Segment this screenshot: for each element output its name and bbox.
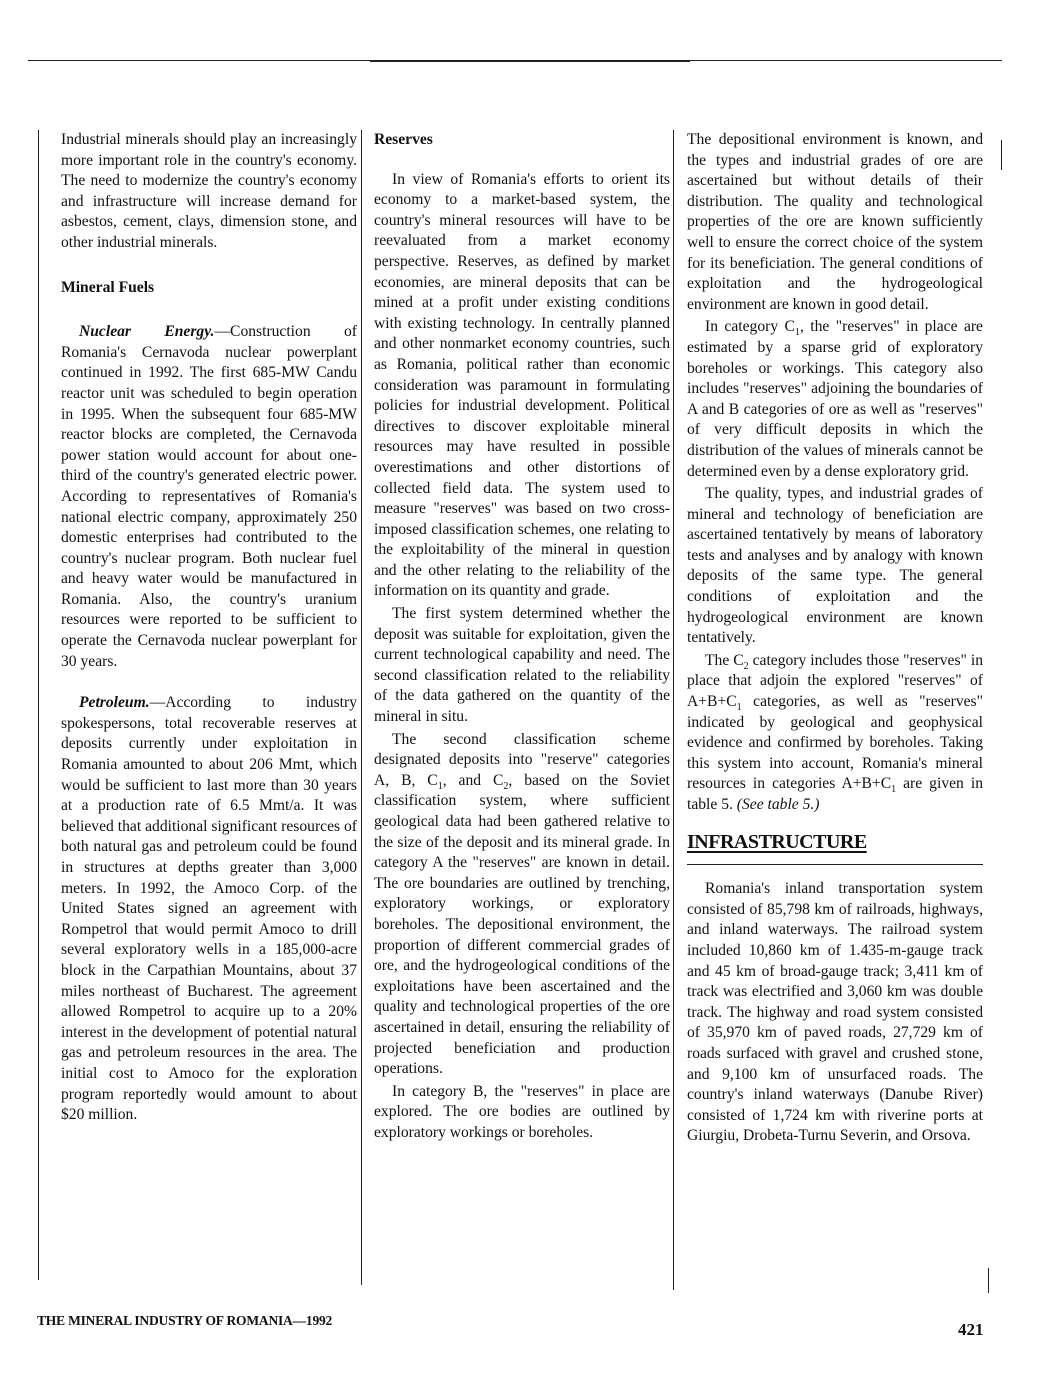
paragraph-text: category includes those "reserves" in place that adjoin the explored "reserves" of A+B+C — [687, 651, 984, 711]
running-footer: THE MINERAL INDUSTRY OF ROMANIA—1992 — [37, 1313, 333, 1328]
paragraph-text: categories, as well as "reserves" indicated by geological and geophysical evidence and confirmed by boreholes. Taking this system into account, Romania's mineral resources in categories A+B+C — [687, 693, 983, 793]
paragraph — [687, 651, 983, 816]
column-3 — [687, 130, 983, 1147]
subscript: 1 — [437, 780, 443, 792]
paragraph: The first system determined whether the deposit was suitable for exploitation, given the current technological capability and need. The second classification related to the reliability of the data gathered on the quantity of the mineral in situ. — [374, 605, 670, 726]
section-heading-mineral-fuels: Mineral Fuels — [61, 278, 155, 296]
paragraph — [687, 317, 983, 482]
top-rule-accent — [370, 61, 690, 62]
paragraph-text: The C — [705, 651, 744, 669]
subhead-petroleum: Petroleum. — [79, 694, 150, 712]
subscript: 2 — [503, 780, 509, 792]
column-2 — [374, 130, 670, 1144]
column-divider — [673, 130, 674, 1290]
section-heading-reserves: Reserves — [374, 131, 433, 148]
column-divider — [361, 130, 362, 1285]
subscript: 2 — [743, 660, 749, 672]
subhead-nuclear-energy: Nuclear Energy. — [79, 323, 215, 341]
paragraph-text: —Construction of Romania's Cernavoda nuclear powerplant continued in 1992. The first 685-MW Candu reactor unit was scheduled to begin operation in 1995. When the subsequent four 685-MW reactor blocks are completed, the Cernavoda power station would account for about one-third of the country's generated electric power. According to representatives of Romania's national electric company, approximately 250 domestic enterprises had contributed to the country's nuclear program. Both nuclear fuel and heavy water would be manufactured in Romania. Also, the country's uranium resources were reported to be sufficient to operate the Cernavoda nuclear powerplant for 30 years. — [61, 323, 357, 670]
column-divider — [1001, 140, 1002, 170]
paragraph: Industrial minerals should play an increasingly more important role in the country's economy. The need to modernize the country's economy and infrastructure will increase demand for asbestos, cement, clays, dimension stone, and other industrial minerals. — [61, 131, 357, 251]
table-reference: (See table 5.) — [736, 796, 820, 813]
subscript: 1 — [891, 784, 897, 796]
paragraph-text: , based on the Soviet classification system, where sufficient geological data had been gathered relative to the size of the deposit and its mineral grade. In category A the "reserves" are known in detail. The ore boundaries are outlined by trenching, exploratory workings, or exploratory boreholes. The depositional environment, the proportion of different commercial grades of ore, and the hydrogeological conditions of the exploitations have been ascertained and the quality and technological properties of the ore ascertained in detail, ensuring the reliability of projected beneficiation and production operations. — [374, 771, 670, 1078]
paragraph: In category B, the "reserves" in place are explored. The ore bodies are outlined by exploratory workings or boreholes. — [374, 1082, 670, 1141]
paragraph — [374, 730, 670, 1080]
paragraph: Romania's inland transportation system consisted of 85,798 km of railroads, highways, and inland waterways. The railroad system included 10,860 km of 1.435-m-gauge track and 45 km of broad-gauge track; 3,411 km of track was electrified and 3,060 km was double track. The highway and road system consisted of 35,970 km of paved roads, 27,729 km of roads surfaced with gravel and crushed stone, and 9,100 km of unsurfaced roads. The country's inland waterways (Danube River) consisted of 1,724 km with riverine ports at Giurgiu, Drobeta-Turnu Severin, and Orsova. — [687, 880, 983, 1145]
column-divider — [988, 1268, 989, 1293]
paragraph-text: , the "reserves" in place are estimated by a sparse grid of exploratory boreholes or workings. This category also includes "reserves" adjoining the boundaries of A and B categories of ore as well as "reserves" of very difficult deposits in which the distribution of the values of minerals cannot be determined even by a dense exploratory grid. — [687, 318, 983, 480]
paragraph-nuclear — [61, 322, 357, 672]
paragraph: In view of Romania's efforts to orient its economy to a market-based system, the country's mineral resources will have to be reevaluated from a market economy perspective. Reserves, as defined by market economies, are mineral deposits that can be mined at a profit under existing conditions with existing technology. In centrally planned and other nonmarket economy countries, such as Romania, political rather than economic consideration was paramount in formulating policies for industrial development. Political directives to discover exploitable mineral resources may have resulted in possible overestimations and other distortions of collected field data. The system used to measure "reserves" was based on two cross-imposed classification schemes, one relating to the exploitability of the mineral in question and the other relating to the reliability of the information on its quantity and grade. — [374, 170, 670, 600]
column-divider — [38, 130, 39, 1280]
paragraph-text: —According to industry spokespersons, total recoverable reserves at deposits currently under exploitation in Romania amounted to about 206 Mmt, which would be sufficient to last more than 30 years at a production rate of 6.5 Mmt/a. It was believed that additional significant resources of both natural gas and petroleum could be found in structures at depths greater than 3,000 meters. In 1992, the Amoco Corp. of the United States signed an agreement with Rompetrol that would permit Amoco to drill several exploratory wells in a 185,000-acre block in the Carpathian Mountains, about 37 miles northeast of Bucharest. The agreement allowed Rompetrol to acquire up to a 20% interest in the development of potential natural gas and petroleum resources in the area. The initial cost to Amoco for the exploration program reportedly would amount to about $20 million. — [61, 694, 357, 1124]
paragraph: The depositional environment is known, and the types and industrial grades of ore are ascertained but without details of their distribution. The quality and technological properties of the ore are known sufficiently well to ensure the correct choice of the system for its beneficiation. The general conditions of exploitation and the hydrogeological environment are known in good detail. — [687, 131, 983, 313]
subscript: 1 — [736, 702, 742, 714]
paragraph: The quality, types, and industrial grades of mineral and technology of beneficiation are ascertained tentatively by means of laboratory tests and analyses and by analogy with known deposits of the same type. The general conditions of exploitation and the hydrogeological environment are known tentatively. — [687, 485, 983, 647]
page-number: 421 — [958, 1320, 984, 1339]
column-1 — [61, 130, 357, 1126]
paragraph-petroleum — [61, 693, 357, 1125]
section-rule — [687, 864, 983, 865]
section-heading-infrastructure: INFRASTRUCTURE — [687, 830, 867, 853]
paragraph-text: are given in table 5. — [687, 775, 983, 813]
subscript: 1 — [794, 327, 800, 339]
paragraph-text: , and C — [442, 771, 504, 789]
paragraph-text: In category C — [705, 318, 795, 336]
paragraph-text: The second classification scheme designated deposits into "reserve" categories A, B, C — [374, 730, 670, 789]
